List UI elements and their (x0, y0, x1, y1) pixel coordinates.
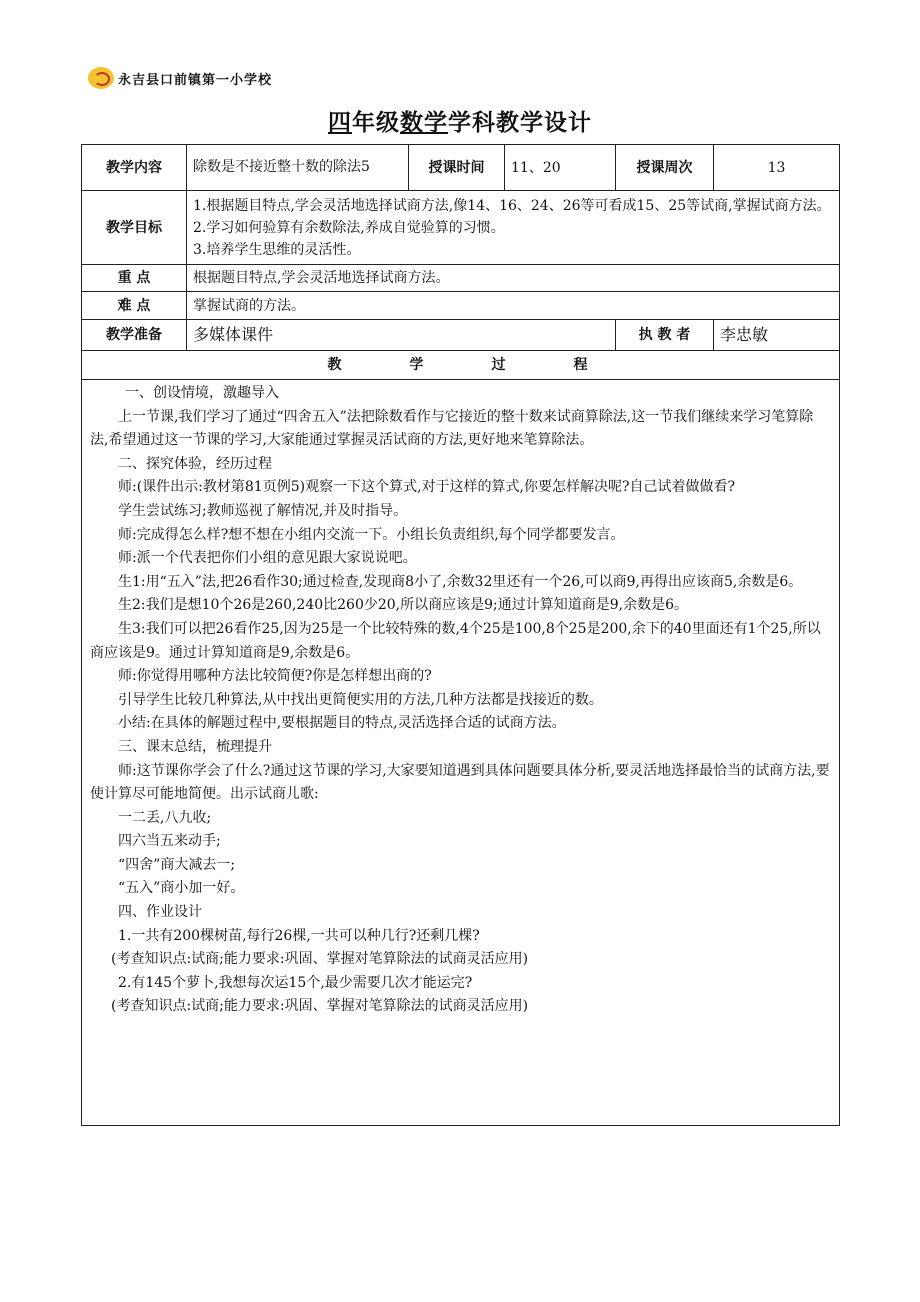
lesson-plan-table (81, 144, 840, 1126)
row-key (82, 265, 840, 292)
row-prep (82, 320, 840, 351)
process-paragraph: (考查知识点:试商;能力要求:巩固、掌握对笔算除法的试商灵活应用) (111, 951, 529, 968)
process-paragraph: 上一节课,我们学习了通过“四舍五入”法把除数看作与它接近的整十数来试商算除法,这一节我们继续来学习笔算除法,希望通过这一节课的学习,大家能通过掌握灵活试商的方法,更好地来笔算除法。 (90, 408, 814, 449)
process-paragraph: 四六当五来动手; (118, 833, 221, 850)
process-paragraph: 四、作业设计 (118, 904, 202, 921)
prep-value: 多媒体课件 (187, 320, 616, 351)
school-logo-icon (88, 67, 114, 89)
time-label: 授课时间 (409, 145, 505, 191)
process-paragraph: 生2:我们是想10个26是260,240比260少20,所以商应该是9;通过计算知道商是9,余数是6。 (118, 597, 689, 614)
process-paragraph: 师:派一个代表把你们小组的意见跟大家说说吧。 (118, 550, 417, 567)
school-header (88, 64, 272, 92)
process-paragraph: 师:完成得怎么样?想不想在小组内交流一下。小组长负责组织,每个同学都要发言。 (118, 526, 625, 543)
process-paragraph: 一、创设情境，激趣导入 (125, 385, 279, 401)
difficulty-label: 难 点 (82, 292, 187, 320)
process-paragraph: 1.一共有200棵树苗,每行26棵,一共可以种几行?还剩几棵? (118, 927, 480, 944)
process-paragraph: 三、课末总结，梳理提升 (118, 738, 272, 755)
document-title (0, 104, 920, 137)
week-value: 13 (714, 145, 840, 191)
process-paragraph: 生3:我们可以把26看作25,因为25是一个比较特殊的数,4个25是100,8个25是200,余下的40里面还有1个25,所以商应该是9。通过计算知道商是9,余数是6。 (90, 620, 821, 661)
content-value: 除数是不接近整十数的除法5 (187, 145, 409, 191)
process-paragraph: 生1:用“五入”法,把26看作30;通过检查,发现商8小了,余数32里还有一个26,可以商9,再得出应该商5,余数是6。 (118, 573, 803, 590)
process-paragraph: 师:这节课你学会了什么?通过这节课的学习,大家要知道遇到具体问题要具体分析,要灵活地选择最恰当的试商方法,要使计算尽可能地简便。出示试商儿歌: (90, 762, 830, 803)
process-paragraph: 引导学生比较几种算法,从中找出更简便实用的方法,几种方法都是找接近的数。 (118, 691, 603, 708)
key-value: 根据题目特点,学会灵活地选择试商方法。 (187, 265, 840, 292)
title-grade-number: 四 (328, 110, 352, 136)
row-process (82, 380, 840, 1126)
process-paragraph: 小结:在具体的解题过程中,要根据题目的特点,灵活选择合适的试商方法。 (118, 715, 566, 732)
process-paragraph: 师:你觉得用哪种方法比较简便?你是怎样想出商的? (118, 668, 432, 685)
goal-text: 1.根据题目特点,学会灵活地选择试商方法,像14、16、24、26等可看成15、25等试商,掌握试商方法。2.学习如何验算有余数除法,养成自觉验算的习惯。 (193, 197, 831, 236)
process-heading: 教学过程 (82, 351, 840, 380)
process-paragraph: 一二丢,八九收; (118, 809, 212, 826)
process-paragraph: 2.有145个萝卜,我想每次运15个,最少需要几次才能运完? (118, 974, 473, 991)
difficulty-value: 掌握试商的方法。 (187, 292, 840, 320)
content-label: 教学内容 (82, 145, 187, 191)
process-paragraph: 二、探究体验，经历过程 (118, 455, 272, 472)
key-label: 重 点 (82, 265, 187, 292)
process-paragraph: (考查知识点:试商;能力要求:巩固、掌握对笔算除法的试商灵活应用) (111, 998, 529, 1015)
goal-text-2: 3.培养学生思维的灵活性。 (193, 241, 361, 258)
time-value: 11、20 (505, 145, 616, 191)
goal-cell (187, 191, 840, 265)
row-goals (82, 191, 840, 265)
title-rest: 学科教学设计 (448, 110, 592, 136)
row-process-heading (82, 351, 840, 380)
title-subject: 数学 (400, 110, 448, 136)
row-content (82, 145, 840, 191)
process-paragraph: 学生尝试练习;教师巡视了解情况,并及时指导。 (118, 502, 408, 519)
process-content (82, 380, 840, 1126)
title-grade: 年级 (352, 110, 400, 136)
prep-label: 教学准备 (82, 320, 187, 351)
week-label: 授课周次 (616, 145, 714, 191)
row-difficulty (82, 292, 840, 320)
process-paragraph: “四舍”商大减去一; (118, 856, 236, 873)
school-name: 永吉县口前镇第一小学校 (118, 72, 273, 88)
goal-label: 教学目标 (82, 191, 187, 265)
process-paragraph: 师:(课件出示:教材第81页例5)观察一下这个算式,对于这样的算式,你要怎样解决呢?自己试着做做看? (118, 479, 735, 496)
process-paragraph: “五入”商小加一好。 (118, 880, 245, 897)
teacher-value: 李忠敏 (714, 320, 840, 351)
teacher-label: 执 教 者 (616, 320, 714, 351)
